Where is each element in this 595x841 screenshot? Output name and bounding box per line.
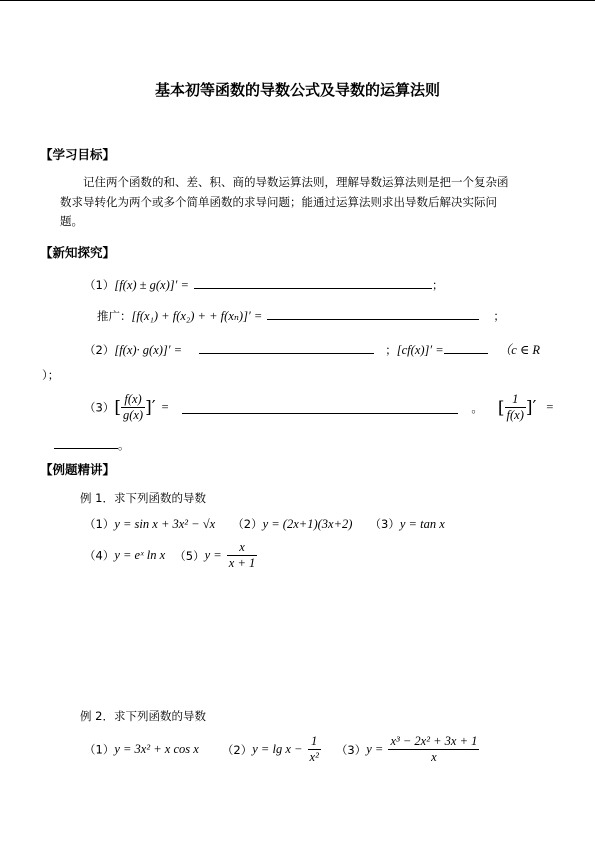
- example-1-problem-2: y = (2x+1)(3x+2): [262, 517, 353, 531]
- explore-item-1: （1）[f(x) ± g(x)]′ = ；: [84, 278, 444, 292]
- answer-blank[interactable]: [199, 341, 374, 354]
- top-border-line: [0, 0, 595, 1]
- objectives-text: [60, 173, 518, 232]
- example-2-problem-2-fraction: $\frac{1}{\text{x²}}$: [309, 734, 319, 764]
- explore-heading: 【新知探究】: [40, 245, 116, 260]
- example-2-title: 例 2．求下列函数的导数: [80, 709, 206, 723]
- example-2-problem-1: y = 3x² + x cos x: [114, 742, 199, 756]
- item-3-continuation: 。: [54, 434, 130, 453]
- example-2-problem-3-fraction: $\frac{\text{x³ − 2x² + 3x + 1}}{x}$: [390, 734, 478, 764]
- explore-generalize: 推广：[f(x₁) + f(x₂) + + f(xₙ)]′ = ；: [97, 309, 505, 323]
- example-1-row-1: （1）y = sin x + 3x² − √x （2）y = (2x+1)(3x+2) （3）y = tan x: [84, 517, 445, 531]
- explore-item-2: （2）[f(x)· g(x)]′ = ；[cf(x)]′ = （c ∈ R: [84, 343, 540, 357]
- example-1-row-2: （4）y = eˣ ln x （5）y = $\frac{x}{x + 1}$: [84, 540, 256, 570]
- sum-rule-expression: [f(x) ± g(x)]′ =: [114, 278, 189, 292]
- answer-blank[interactable]: [267, 307, 479, 320]
- example-2-row-1: （1）y = 3x² + x cos x （2）y = lg x − $\frac{1}{\text{x²}}$ （3）y = $\frac{\text{x³ − 2x² + 3x + 1}}{x}$: [84, 734, 478, 764]
- objectives-paragraph: 记住两个函数的和、差、积、商的导数运算法则，理解导数运算法则是把一个复杂函数求导转化为两个或多个简单函数的求导问题；能通过运算法则求出导数后解决实际问题。: [60, 175, 509, 228]
- example-1-problem-4: y = eˣ ln x: [114, 548, 166, 562]
- item-2-continuation: ）；: [42, 368, 60, 382]
- answer-blank[interactable]: [444, 341, 488, 354]
- objectives-heading: 【学习目标】: [40, 147, 116, 162]
- example-1-problem-5-fraction: $\frac{x}{x + 1}$: [228, 540, 256, 570]
- answer-blank[interactable]: [182, 401, 458, 414]
- example-1-problem-3: y = tan x: [399, 517, 445, 531]
- generalized-sum-expression: [f(x₁) + f(x₂) + + f(xₙ)]′ =: [131, 309, 263, 323]
- constant-multiple-expression: [cf(x)]′ =: [396, 343, 444, 357]
- examples-heading: 【例题精讲】: [40, 462, 116, 477]
- answer-blank[interactable]: [54, 436, 118, 449]
- reciprocal-fraction: $\frac{1}{f(x)}$: [506, 392, 524, 422]
- example-1-problem-1: y = sin x + 3x² − √x: [114, 517, 216, 531]
- product-rule-expression: [f(x)· g(x)]′ =: [114, 343, 183, 357]
- quotient-fraction: $\frac{f(x)}{g(x)}$: [122, 392, 144, 422]
- answer-blank[interactable]: [194, 276, 432, 289]
- page-title: 基本初等函数的导数公式及导数的运算法则: [154, 81, 440, 99]
- explore-item-3: （3）[ $\frac{f(x)}{g(x)}$ ]′ = 。 [ $\frac{1}{f(x)}$ ]′ =: [84, 392, 554, 422]
- example-1-title: 例 1．求下列函数的导数: [80, 491, 206, 505]
